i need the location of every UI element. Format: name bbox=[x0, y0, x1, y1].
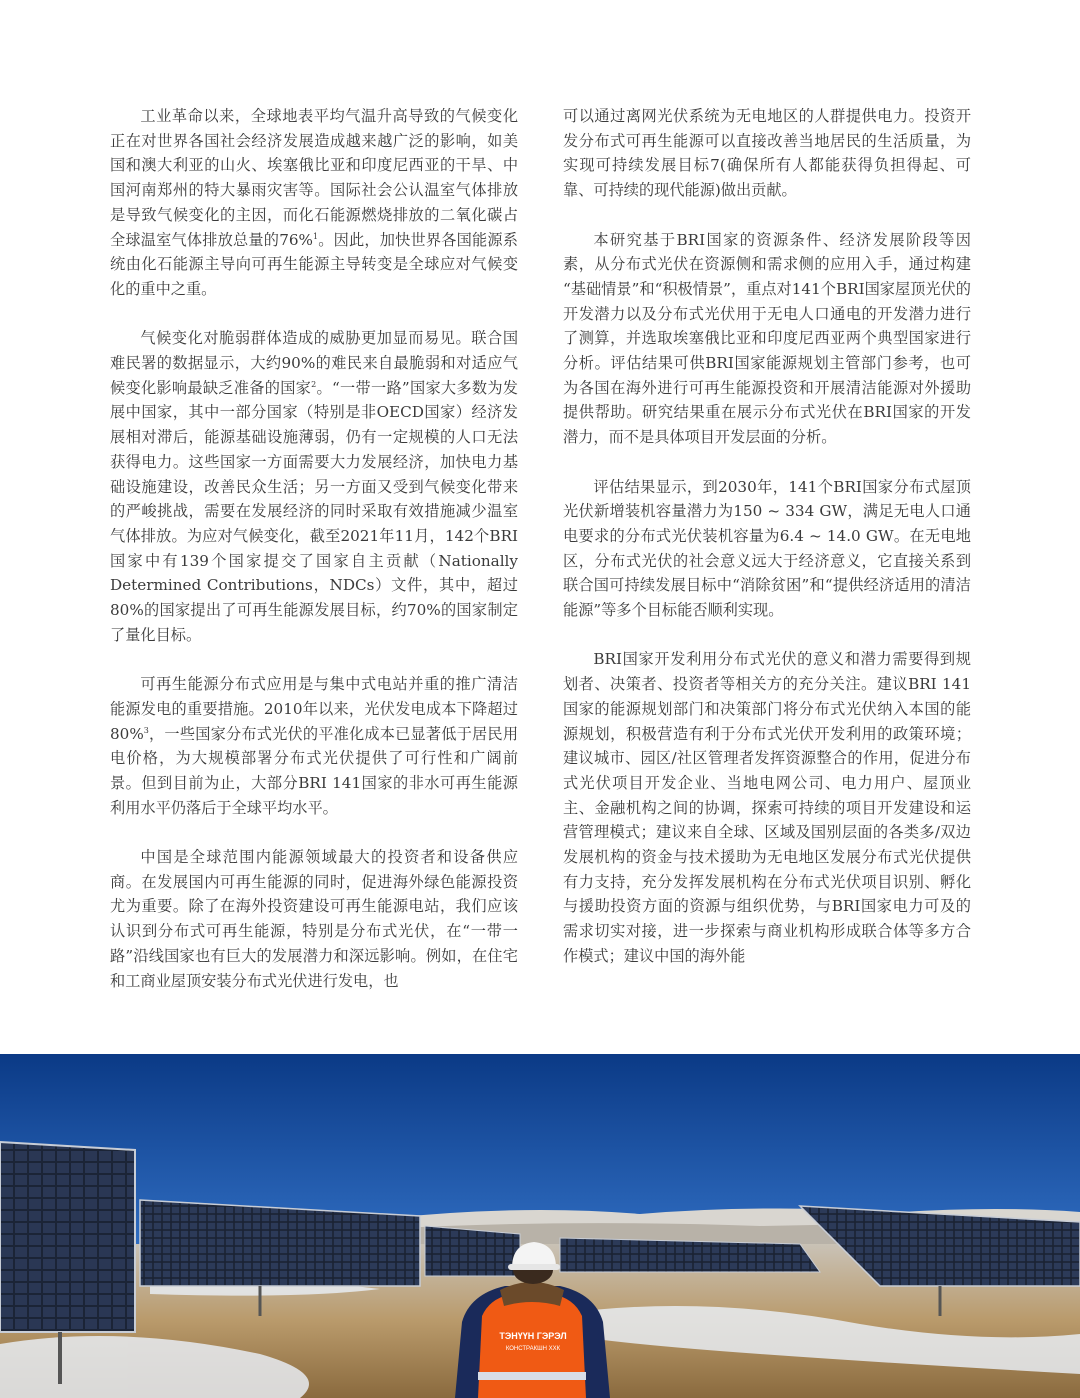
footnote-marker: 2 bbox=[311, 379, 317, 389]
solar-farm-illustration bbox=[0, 1054, 1080, 1398]
left-text-column bbox=[110, 104, 518, 993]
paragraph-8: BRI国家开发利用分布式光伏的意义和潜力需要得到规划者、决策者、投资者等相关方的充分关注。建议BRI 141国家的能源规划部门和决策部门将分布式光伏纳入本国的能源规划，积极营造有利于分布式光伏开发利用的政策环境；建议城市、园区/社区管理者发挥资源整合的作用，促进分布式光伏项目开发企业、当地电网公司、电力用户、屋顶业主、金融机构之间的协调，探索可持续的项目开发建设和运营管理模式；建议来自全球、区域及国别层面的各类多/双边发展机构的资金与技术援助为无电地区发展分布式光伏提供有力支持，充分发挥发展机构在分布式光伏项目识别、孵化与援助投资方面的资源与组织优势，与BRI国家电力可及的需求切实对接，进一步探索与商业机构形成联合体等多方合作模式；建议中国的海外能 bbox=[563, 650, 971, 965]
paragraph-5: 可以通过离网光伏系统为无电地区的人群提供电力。投资开发分布式可再生能源可以直接改善当地居民的生活质量，为实现可持续发展目标7(确保所有人都能获得负担得起、可靠、可持续的现代能源)做出贡献。 bbox=[563, 107, 971, 200]
paragraph-4: 中国是全球范围内能源领域最大的投资者和设备供应商。在发展国内可再生能源的同时，促进海外绿色能源投资尤为重要。除了在海外投资建设可再生能源电站，我们应该认识到分布式可再生能源，特别是分布式光伏，在“一带一路”沿线国家也有巨大的发展潜力和深远影响。例如，在住宅和工商业屋顶安装分布式光伏进行发电，也 bbox=[110, 848, 518, 990]
paragraph-1: 工业革命以来，全球地表平均气温升高导致的气候变化正在对世界各国社会经济发展造成越来越广泛的影响，如美国和澳大利亚的山火、埃塞俄比亚和印度尼西亚的干旱、中国河南郑州的特大暴雨灾害等。国际社会公认温室气体排放是导致气候变化的主因，而化石能源燃烧排放的二氧化碳占全球温室气体排放总量的76%$^1$。因此，加快世界各国能源系统由化石能源主导向可再生能源主导转变是全球应对气候变化的重中之重。 bbox=[110, 107, 518, 298]
footnote-marker: 3 bbox=[143, 725, 149, 735]
vest-text-line2: КОНСТРАКШН ХХК bbox=[505, 1346, 561, 1352]
vest-text-line1: ТЭНҮҮН ГЭРЭЛ bbox=[499, 1331, 567, 1341]
paragraph-6: 本研究基于BRI国家的资源条件、经济发展阶段等因素，从分布式光伏在资源侧和需求侧的应用入手，通过构建 “基础情景”和“积极情景”，重点对141个BRI国家屋顶光伏的开发潜力以及分布式光伏用于无电人口通电的开发潜力进行了测算，并选取埃塞俄比亚和印度尼西亚两个典型国家进行分析。评估结果可供BRI国家能源规划主管部门参考，也可为各国在海外进行可再生能源投资和开展清洁能源对外援助提供帮助。研究结果重在展示分布式光伏在BRI国家的开发潜力，而不是具体项目开发层面的分析。 bbox=[563, 230, 971, 447]
solar-farm-photo bbox=[0, 1054, 1080, 1398]
paragraph-3: 可再生能源分布式应用是与集中式电站并重的推广清洁能源发电的重要措施。2010年以来，光伏发电成本下降超过 80%$^3$，一些国家分布式光伏的平准化成本已显著低于居民用电价格，为大规模部署分布式光伏提供了可行性和广阔前景。但到目前为止，大部分BRI 141国家的非水可再生能源利用水平仍落后于全球平均水平。 bbox=[110, 675, 518, 817]
footnote-marker: 1 bbox=[312, 231, 319, 241]
paragraph-2: 气候变化对脆弱群体造成的威胁更加显而易见。联合国难民署的数据显示，大约90%的难民来自最脆弱和对适应气候变化影响最缺乏准备的国家$^2$。“一带一路”国家大多数为发展中国家，其中一部分国家（特别是非OECD国家）经济发展相对滞后，能源基础设施薄弱，仍有一定规模的人口无法获得电力。这些国家一方面需要大力发展经济，加快电力基础设施建设，改善民众生活；另一方面又受到气候变化带来的严峻挑战，需要在发展经济的同时采取有效措施减少温室气体排放。为应对气候变化，截至2021年11月，142个BRI国家中有139个国家提交了国家自主贡献（Nationally Determined Contributions，NDCs）文件，其中，超过80%的国家提出了可再生能源发展目标，约70%的国家制定了量化目标。 bbox=[110, 329, 518, 644]
paragraph-7: 评估结果显示，到2030年，141个BRI国家分布式屋顶光伏新增装机容量潜力为150 ~ 334 GW，满足无电人口通电要求的分布式光伏装机容量为6.4 ~ 14.0 GW。在无电地区，分布式光伏的社会意义远大于经济意义，它直接关系到联合国可持续发展目标中“消除贫困”和“提供经济适用的清洁能源”等多个目标能否顺利实现。 bbox=[563, 477, 971, 620]
right-text-column bbox=[563, 104, 971, 969]
